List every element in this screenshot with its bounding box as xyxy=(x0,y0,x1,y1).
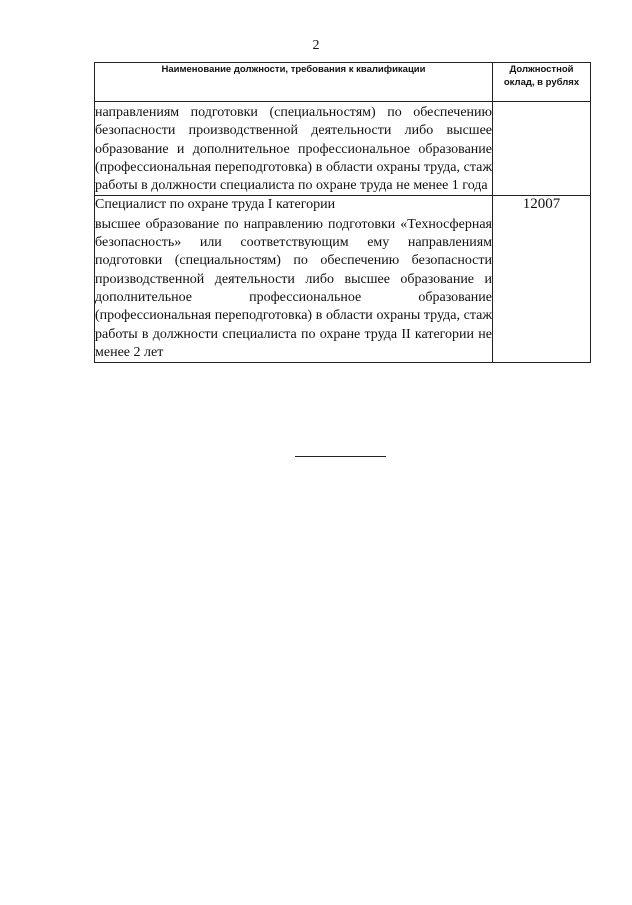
position-title: Специалист по охране труда I категории xyxy=(95,197,336,213)
requirements-text: высшее образование по направлению подготовки «Техносферная безопасность» или соответствующим ему направлениям подготовки (специальностям) по обеспечению безопасности производственной деятельности либо высшее образование и дополнительное профессиональное образование (профессиональная переподготовка) в области охраны труда, стаж работы в должности специалиста по охране труда II категории не менее 2 лет xyxy=(95,216,492,360)
page-number: 2 xyxy=(312,38,320,53)
end-of-document-line xyxy=(295,456,386,457)
salary-cell xyxy=(493,102,591,196)
table-row xyxy=(95,102,591,196)
salary-cell: 12007 xyxy=(493,196,591,363)
table-row xyxy=(95,196,591,363)
position-cell xyxy=(95,102,493,196)
header-position-requirements: Наименование должности, требования к квалификации xyxy=(95,63,493,102)
position-cell xyxy=(95,196,493,363)
header-salary: Должностной оклад, в рублях xyxy=(493,63,591,102)
table-header-row xyxy=(95,63,591,102)
qualification-salary-table xyxy=(94,62,591,363)
requirements-text: направлениям подготовки (специальностям) по обеспечению безопасности производственной деятельности либо высшее образование и дополнительное профессиональное образование (профессиональная переподготовка) в области охраны труда, стаж работы в должности специалиста по охране труда не менее 1 года xyxy=(95,105,492,194)
